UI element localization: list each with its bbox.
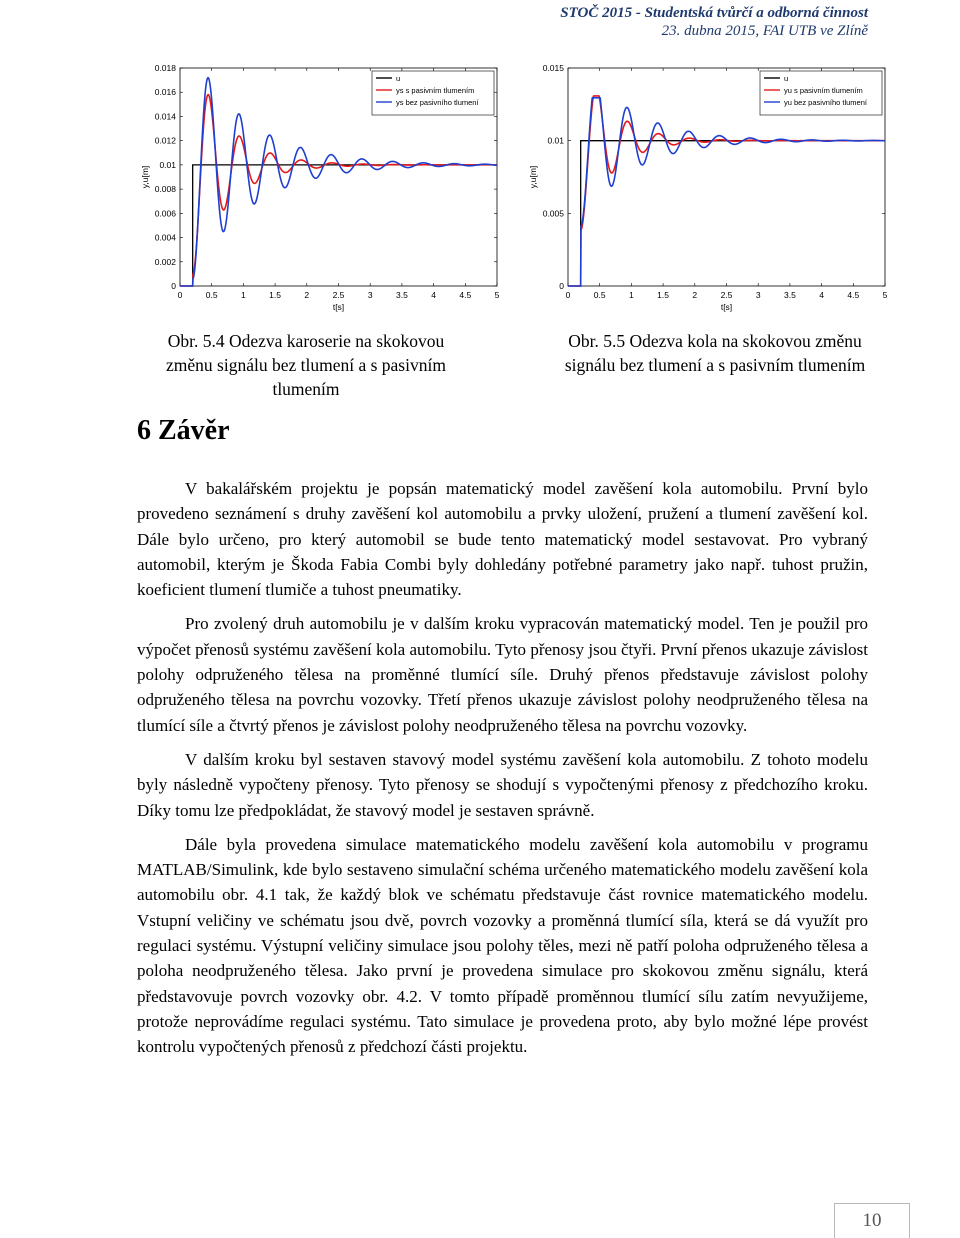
x-tick-label: 3 (755, 290, 761, 300)
page-header (560, 4, 868, 40)
x-tick-label: 4.5 (847, 290, 860, 300)
x-tick-label: 3.5 (783, 290, 796, 300)
caption-line: tlumením (272, 379, 340, 399)
legend-label: ys s pasivním tlumením (396, 86, 475, 95)
y-tick-label: 0.005 (542, 208, 564, 219)
legend-label: u (784, 74, 789, 83)
caption-line: změnu signálu bez tlumení a s pasivním (166, 355, 446, 375)
x-tick-label: 2.5 (332, 290, 345, 300)
y-tick-label: 0.016 (154, 87, 176, 98)
chart-wheel-response (528, 58, 908, 320)
x-tick-label: 4 (431, 290, 436, 300)
x-tick-label: 1 (241, 290, 246, 300)
x-tick-label: 1.5 (657, 290, 670, 300)
x-tick-label: 0.5 (593, 290, 606, 300)
header-date: 23. dubna 2015, FAI UTB ve Zlíně (661, 23, 868, 39)
x-tick-label: 2.5 (720, 290, 733, 300)
y-tick-label: 0 (171, 281, 176, 291)
figure-caption-5-4 (137, 329, 475, 401)
y-tick-label: 0.006 (154, 208, 176, 219)
y-axis-label: y,u[m] (528, 165, 538, 189)
x-tick-label: 1 (629, 290, 634, 300)
section-body (137, 476, 868, 1069)
paragraph: Dále byla provedena simulace matematického modelu zavěšení kola automobilu v programu MATLAB/Simulink, kde bylo sestaveno simulační schéma určeného matematického modelu zavěšení kola automobilu obr. 4.1 tak, že každý blok ve schématu představuje část rovnice matematického modelu. Vstupní veličiny ve schématu jsou dvě, povrch vozovky a proměnná tlumící síla, která se dá využít pro regulaci systému. Výstupní veličiny simulace jsou polohy těles, mezi ně patří poloha odpruženého tělesa a poloha neodpruženého tělesa. Jako první je provedena simulace pro skokovou změnu signálu, která představovuje povrch vozovky obr. 4.2. V tomto případě proměnnou tlumící sílu zatím nevyužijeme, protože neprovádíme regulaci systému. Tato simulace je provedena proto, aby bylo možné lépe provést kontrolu vypočtených přenosů z předchozí části projektu. (137, 834, 868, 1057)
x-tick-label: 4 (819, 290, 824, 300)
x-tick-label: 3.5 (395, 290, 408, 300)
paragraph: V bakalářském projektu je popsán matematický model zavěšení kola automobilu. První bylo provedeno seznámení s druhy zavěšení kol automobilu a prvky uložení, pružení a tlumení zavěšení kol. Dále bylo určeno, pro který automobil se bude tento matematický model sestavovat. Pro vybraný automobil, kterým je Škoda Fabia Combi byly dohledány potřebné parametry jako např. tuhost pružin, koeficient tlumení tlumiče a tuhost pneumatiky. (137, 479, 868, 600)
y-tick-label: 0.018 (154, 63, 176, 73)
x-tick-label: 5 (494, 290, 500, 300)
caption-line: signálu bez tlumení a s pasivním tlumením (564, 355, 866, 375)
section-title: 6 Závěr (137, 415, 230, 446)
y-tick-label: 0.014 (154, 111, 176, 122)
x-axis-label: t[s] (720, 302, 733, 312)
y-tick-label: 0.012 (154, 135, 176, 146)
y-tick-label: 0.01 (547, 135, 564, 146)
x-tick-label: 3 (367, 290, 373, 300)
y-tick-label: 0.002 (154, 256, 176, 267)
x-tick-label: 0.5 (205, 290, 218, 300)
x-tick-label: 1.5 (269, 290, 282, 300)
x-tick-label: 2 (692, 290, 698, 300)
legend-label: u (396, 74, 401, 83)
legend-label: ys bez pasivního tlumení (396, 98, 479, 107)
legend-label: yu bez pasivního tlumení (784, 98, 867, 107)
y-tick-label: 0.01 (159, 159, 176, 170)
x-tick-label: 4.5 (459, 290, 472, 300)
x-tick-label: 5 (882, 290, 888, 300)
x-tick-label: 0 (177, 290, 183, 300)
page-number: 10 (834, 1203, 910, 1238)
y-axis-label: y,u[m] (140, 165, 150, 189)
y-tick-label: 0.008 (154, 184, 176, 195)
paragraph: Pro zvolený druh automobilu je v dalším kroku vypracován matematický model. Ten je použil pro výpočet přenosů systému zavěšení kola automobilu. Tyto přenosy jsou čtyři. První přenos ukazuje závislost polohy odpruženého tělesa na proměnné tlumící síle. Druhý přenos představuje závislost polohy odpruženého tělesa na povrchu vozovky. Třetí přenos ukazuje závislost polohy neodpruženého tělesa na tlumící síle a čtvrtý přenos je závislost polohy neodpruženého tělesa na povrchu vozovky. (137, 614, 868, 735)
x-axis-label: t[s] (332, 302, 345, 312)
figure-caption-5-5 (545, 329, 885, 377)
y-tick-label: 0.004 (154, 232, 176, 243)
paragraph: V dalším kroku byl sestaven stavový model systému zavěšení kola automobilu. Z tohoto modelu byly následně vypočteny přenosy. Tyto přenosy se shodují s vypočtenými přenosy z předchozího kroku. Díky tomu lze předpokládat, že stavový model je sestaven správně. (137, 749, 868, 820)
y-tick-label: 0 (559, 281, 564, 291)
chart-body-response (140, 58, 520, 320)
header-conference: STOČ 2015 - Studentská tvůrčí a odborná činnost (560, 5, 868, 21)
caption-line: Obr. 5.5 Odezva kola na skokovou změnu (568, 331, 862, 351)
x-tick-label: 2 (304, 290, 310, 300)
legend-label: yu s pasivním tlumením (784, 86, 863, 95)
y-tick-label: 0.015 (542, 63, 564, 73)
caption-line: Obr. 5.4 Odezva karoserie na skokovou (167, 331, 445, 351)
x-tick-label: 0 (565, 290, 571, 300)
